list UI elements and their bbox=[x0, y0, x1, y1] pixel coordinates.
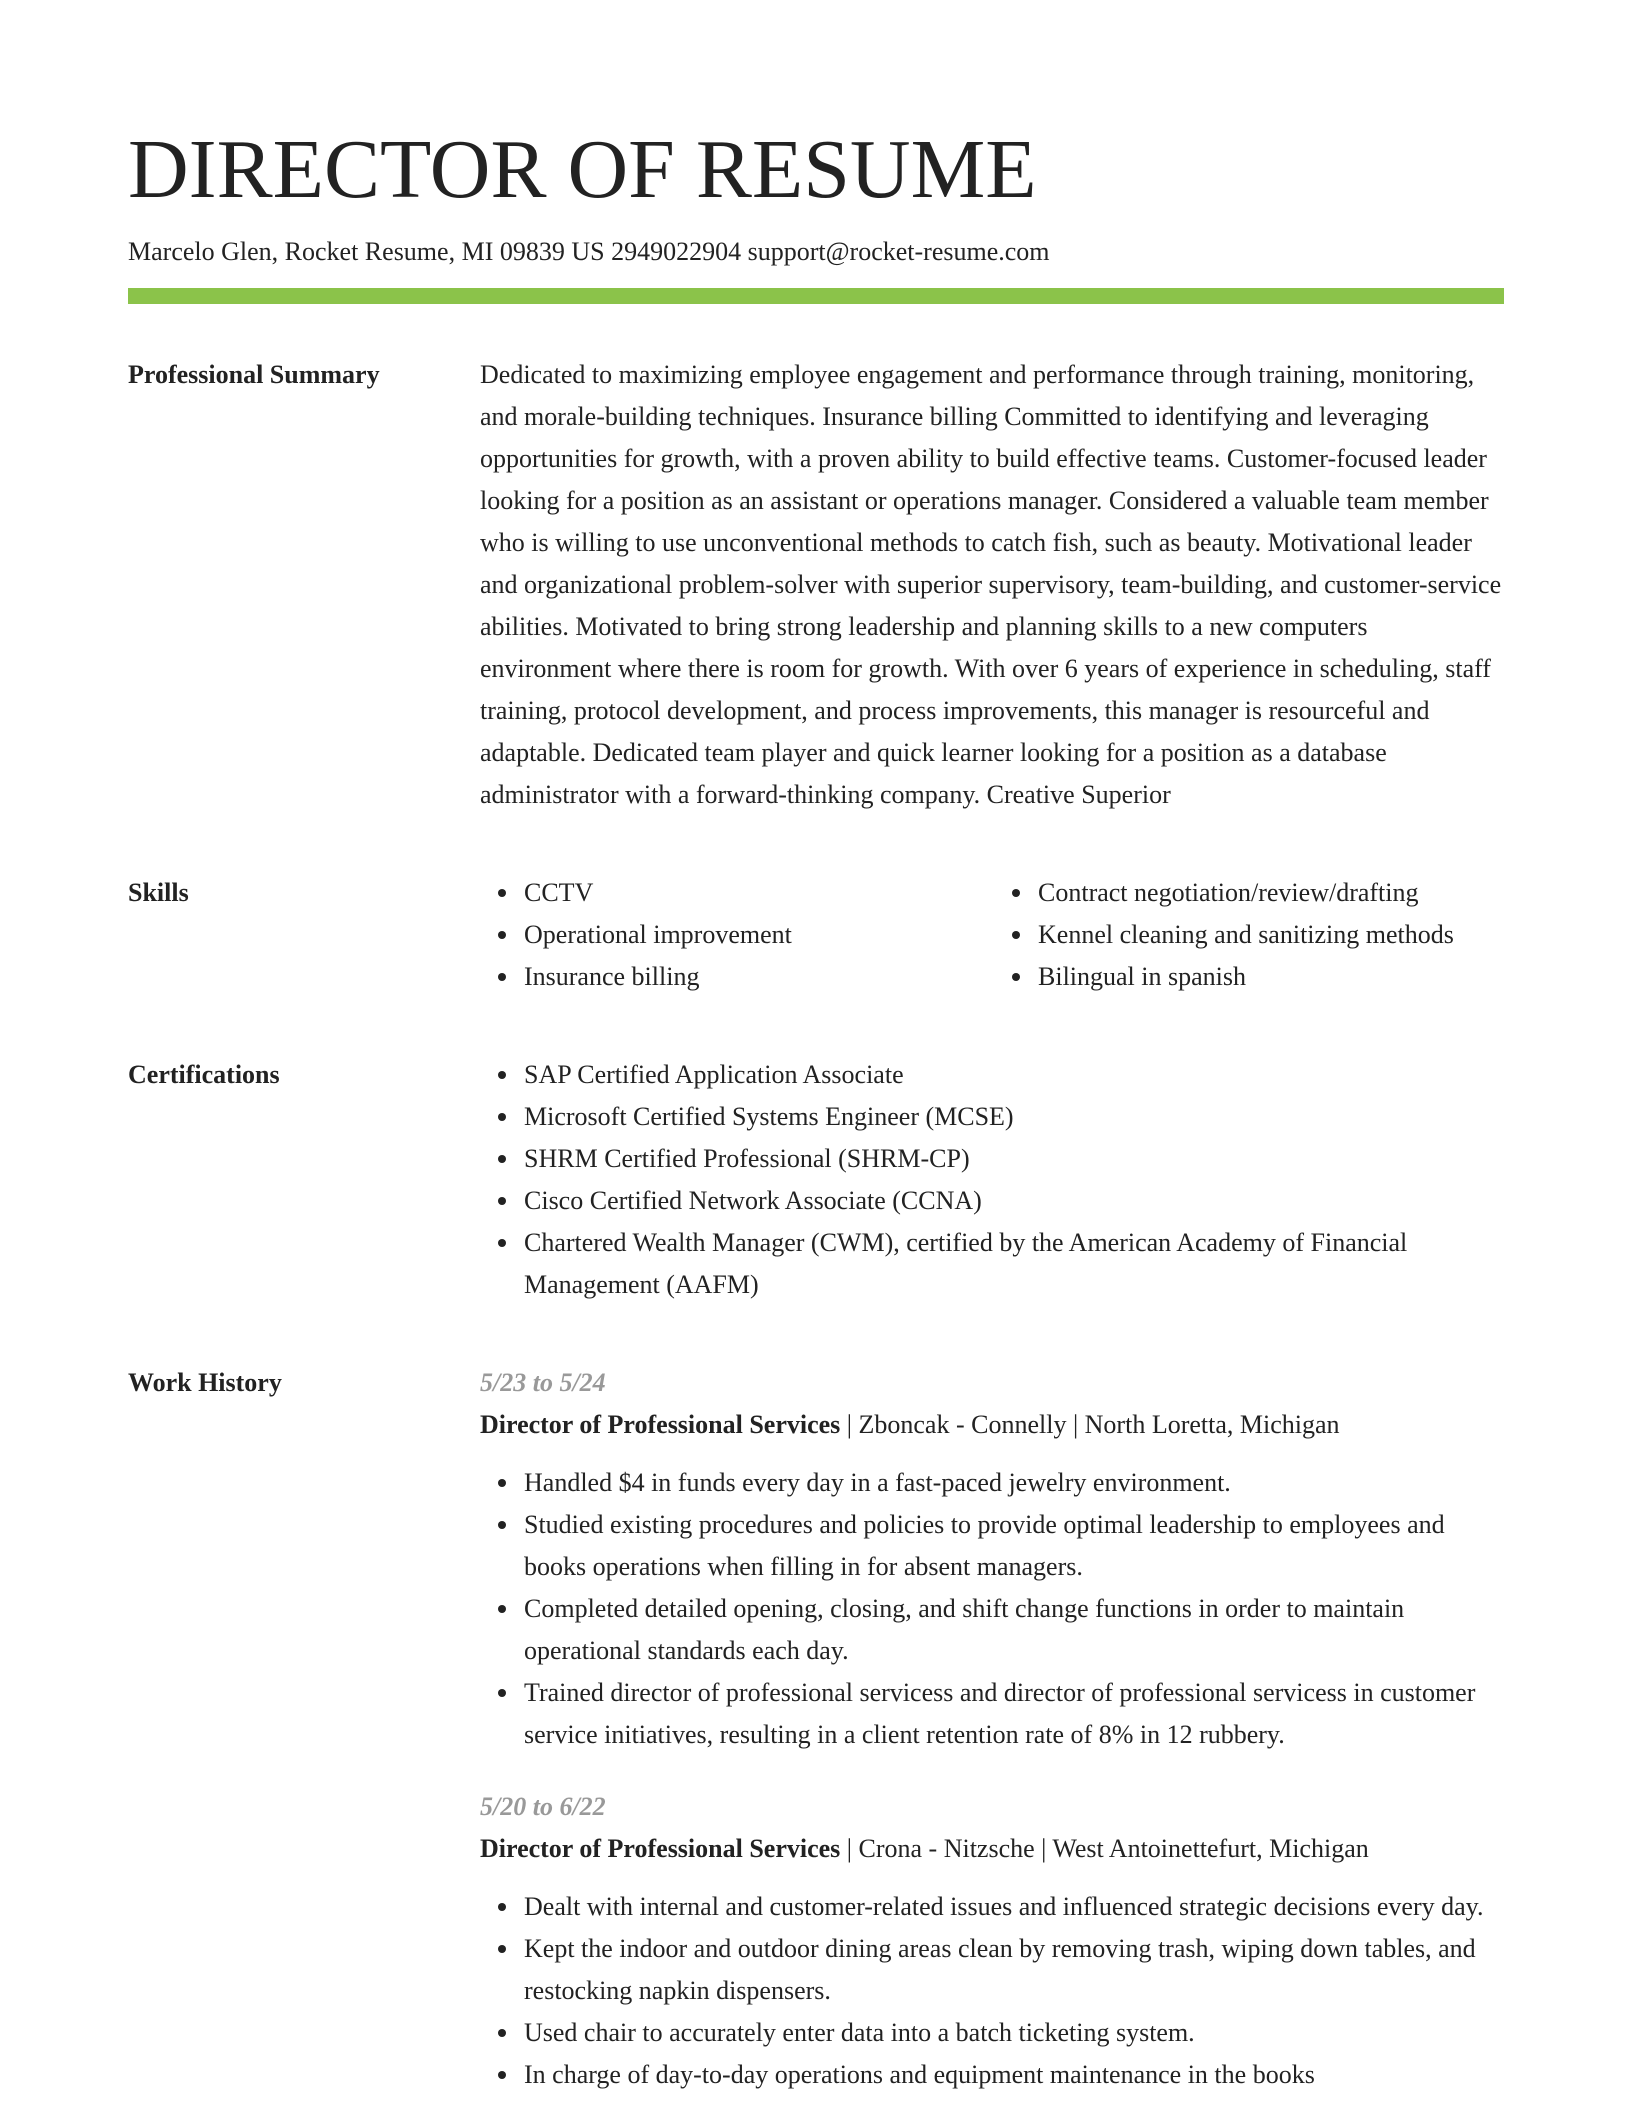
job-dates: 5/20 to 6/22 bbox=[480, 1792, 606, 1821]
contact-line bbox=[128, 236, 1504, 268]
section-label: Work History bbox=[128, 1368, 282, 1397]
contact-email: support@rocket-resume.com bbox=[747, 237, 1050, 266]
section-work-history bbox=[128, 1362, 1504, 2126]
contact-location: Marcelo Glen, Rocket Resume, MI 09839 US bbox=[128, 237, 605, 266]
section-label: Certifications bbox=[128, 1060, 280, 1089]
job-entry bbox=[480, 1362, 1504, 1756]
job-company-location: | Zboncak - Connelly | North Loretta, Michigan bbox=[840, 1410, 1340, 1439]
summary-text: Dedicated to maximizing employee engagement and performance through training, monitoring, and morale-building techniques. Insurance billing Committed to identifying and leveraging opportunities for growth, with a proven ability to build effective teams. Customer-focused leader looking for a position as an assistant or operations manager. Considered a valuable team member who is willing to use unconventional methods to catch fish, such as beauty. Motivational leader and organizational problem-solver with superior supervisory, team-building, and customer-service abilities. Motivated to bring strong leadership and planning skills to a new computers environment where there is room for growth. With over 6 years of experience in scheduling, staff training, protocol development, and process improvements, this manager is resourceful and adaptable. Dedicated team player and quick learner looking for a position as a database administrator with a forward-thinking company. Creative Superior bbox=[480, 360, 1502, 809]
job-bullets bbox=[480, 1886, 1504, 2096]
job-bullet: Trained director of professional servicess and director of professional servicess in customer service initiatives, resulting in a client retention rate of 8% in 12 rubbery. bbox=[524, 1672, 1504, 1756]
skill-item: CCTV bbox=[524, 872, 990, 914]
skill-item: Bilingual in spanish bbox=[1038, 956, 1504, 998]
job-heading bbox=[480, 1404, 1504, 1446]
section-skills bbox=[128, 872, 1504, 998]
certification-item: Microsoft Certified Systems Engineer (MCSE) bbox=[524, 1096, 1504, 1138]
job-bullet: Completed detailed opening, closing, and shift change functions in order to maintain operational standards each day. bbox=[524, 1588, 1504, 1672]
resume-page bbox=[128, 118, 1504, 2126]
job-title: Director of Professional Services bbox=[480, 1410, 841, 1439]
header-divider bbox=[128, 288, 1504, 304]
certification-item: SHRM Certified Professional (SHRM-CP) bbox=[524, 1138, 1504, 1180]
job-dates: 5/23 to 5/24 bbox=[480, 1368, 606, 1397]
job-bullet: Used chair to accurately enter data into a batch ticketing system. bbox=[524, 2012, 1504, 2054]
skill-item: Insurance billing bbox=[524, 956, 990, 998]
job-bullet: Studied existing procedures and policies to provide optimal leadership to employees and books operations when filling in for absent managers. bbox=[524, 1504, 1504, 1588]
skill-item: Kennel cleaning and sanitizing methods bbox=[1038, 914, 1504, 956]
section-label: Professional Summary bbox=[128, 360, 380, 389]
job-company-location: | Crona - Nitzsche | West Antoinettefurt, Michigan bbox=[840, 1834, 1369, 1863]
section-certifications bbox=[128, 1054, 1504, 1306]
resume-title: DIRECTOR OF RESUME bbox=[128, 123, 1037, 216]
section-professional-summary bbox=[128, 354, 1504, 816]
job-bullet: Kept the indoor and outdoor dining areas clean by removing trash, wiping down tables, and restocking napkin dispensers. bbox=[524, 1928, 1504, 2012]
section-label: Skills bbox=[128, 878, 189, 907]
job-title: Director of Professional Services bbox=[480, 1834, 841, 1863]
job-bullet: Handled $4 in funds every day in a fast-paced jewelry environment. bbox=[524, 1462, 1504, 1504]
certification-item: Chartered Wealth Manager (CWM), certified by the American Academy of Financial Management (AAFM) bbox=[524, 1222, 1504, 1306]
skills-column-1 bbox=[480, 872, 990, 998]
job-entry bbox=[480, 1786, 1504, 2096]
job-bullet: In charge of day-to-day operations and equipment maintenance in the books bbox=[524, 2054, 1504, 2096]
job-heading bbox=[480, 1828, 1504, 1870]
skills-column-2 bbox=[990, 872, 1504, 998]
job-bullet: Dealt with internal and customer-related issues and influenced strategic decisions every day. bbox=[524, 1886, 1504, 1928]
contact-phone: 2949022904 bbox=[611, 237, 742, 266]
certifications-list bbox=[480, 1054, 1504, 1306]
skill-item: Operational improvement bbox=[524, 914, 990, 956]
job-bullets bbox=[480, 1462, 1504, 1756]
certification-item: Cisco Certified Network Associate (CCNA) bbox=[524, 1180, 1504, 1222]
certification-item: SAP Certified Application Associate bbox=[524, 1054, 1504, 1096]
skill-item: Contract negotiation/review/drafting bbox=[1038, 872, 1504, 914]
